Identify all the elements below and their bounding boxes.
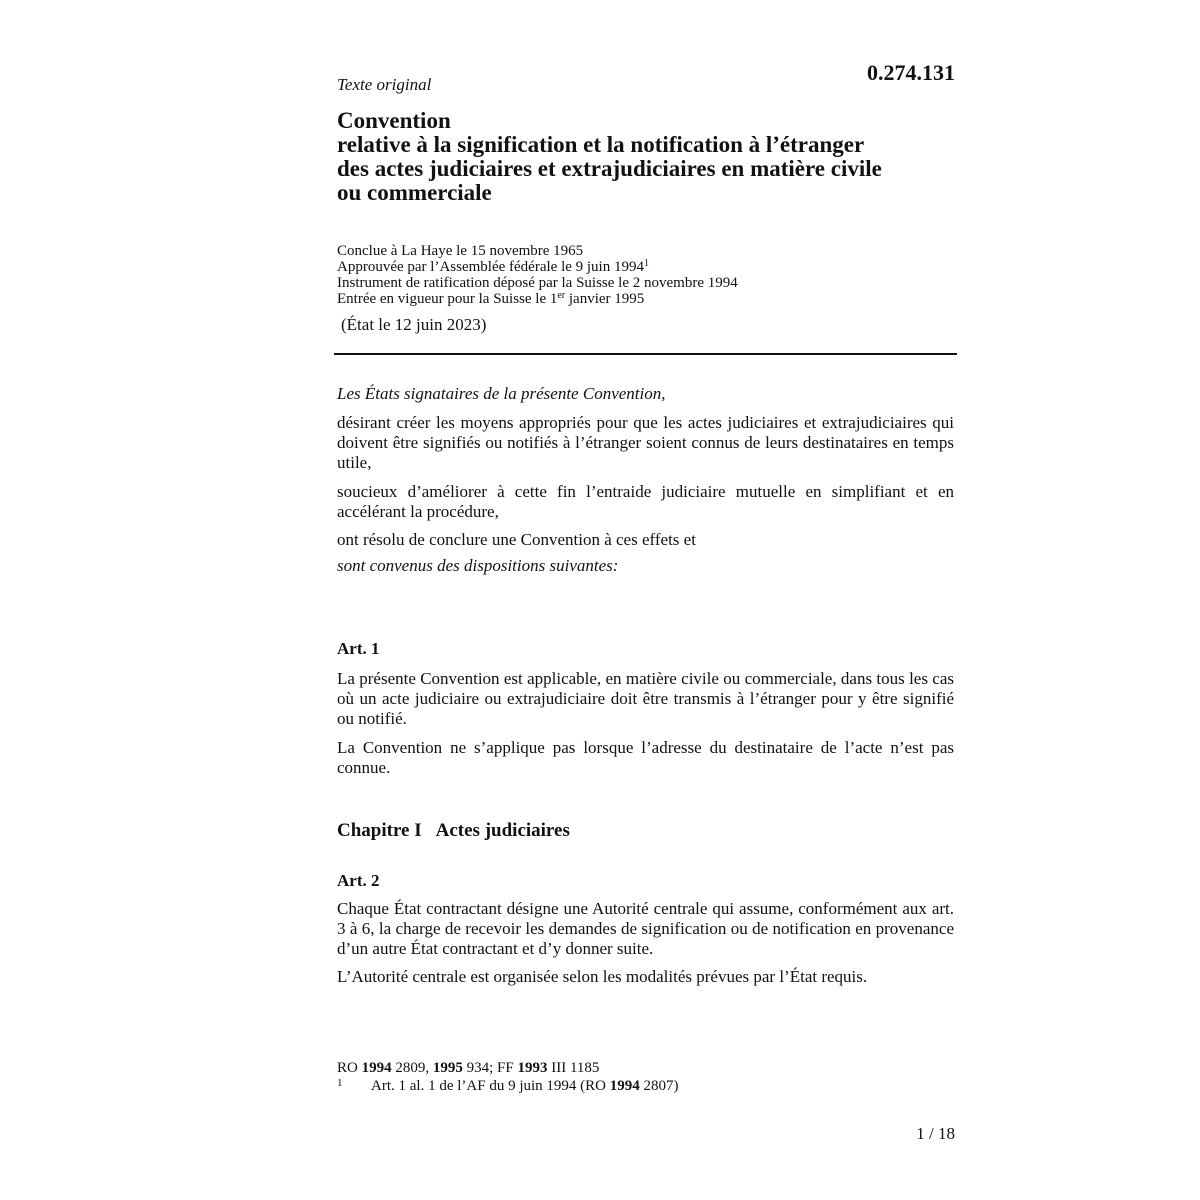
approval-text: Approuvée par l’Assemblée fédérale le 9 juin 1994 bbox=[337, 259, 644, 275]
official-compilation-reference bbox=[337, 1059, 957, 1077]
footnote bbox=[337, 1077, 957, 1095]
ro-year: 1995 bbox=[432, 1060, 463, 1076]
footnotes bbox=[337, 1059, 957, 1095]
footnote-year: 1994 bbox=[609, 1078, 640, 1094]
article-paragraph: Chaque État contractant désigne une Autorité centrale qui assume, conformément aux art. 3 à 6, la charge de recevoir les demandes de signification ou de notification en provenance d’un autre État contractant et d’y donner suite. bbox=[337, 899, 954, 958]
footnote-text-prefix: Art. 1 al. 1 de l’AF du 9 juin 1994 (RO bbox=[371, 1078, 610, 1094]
divider bbox=[334, 353, 957, 355]
article-heading: Art. 2 bbox=[337, 871, 380, 890]
article-paragraph: La présente Convention est applicable, en matière civile ou commerciale, dans tous les cas où un acte judiciaire ou extrajudiciaire doit être transmis à l’étranger pour y être signifié ou notifié. bbox=[337, 669, 954, 728]
ro-page: 934; FF bbox=[462, 1060, 518, 1076]
title-line: ou commerciale bbox=[337, 180, 492, 205]
article-heading: Art. 1 bbox=[337, 639, 380, 658]
ro-page: 2809, bbox=[391, 1060, 433, 1076]
entry-text-suffix: janvier 1995 bbox=[565, 291, 645, 307]
footnote-marker: 1 bbox=[337, 1077, 343, 1089]
preamble-paragraph: ont résolu de conclure une Convention à ces effets et bbox=[337, 530, 696, 549]
document-title bbox=[337, 109, 937, 205]
ff-page: III 1185 bbox=[547, 1060, 600, 1076]
article-paragraph: La Convention ne s’applique pas lorsque l’adresse du destinataire de l’acte n’est pas connue. bbox=[337, 738, 954, 777]
ro-label: RO bbox=[337, 1060, 362, 1076]
preamble-closing: sont convenus des dispositions suivantes: bbox=[337, 556, 619, 575]
title-line: des actes judiciaires et extrajudiciaires en matière civile bbox=[337, 156, 882, 181]
preamble-intro: Les États signataires de la présente Convention, bbox=[337, 384, 666, 403]
entry-into-force bbox=[337, 291, 957, 307]
chapter-number: Chapitre I bbox=[337, 820, 422, 841]
article-paragraph: L’Autorité centrale est organisée selon les modalités prévues par l’État requis. bbox=[337, 967, 868, 986]
footnote-text-suffix: 2807) bbox=[639, 1078, 679, 1094]
state-date: (État le 12 juin 2023) bbox=[341, 315, 487, 334]
chapter-heading bbox=[337, 820, 570, 842]
footnote-text bbox=[371, 1077, 957, 1095]
title-line: relative à la signification et la notification à l’étranger bbox=[337, 132, 865, 157]
approval-date bbox=[337, 259, 957, 275]
ro-year: 1994 bbox=[361, 1060, 392, 1076]
sr-number: 0.274.131 bbox=[867, 60, 955, 85]
treaty-metadata bbox=[337, 243, 957, 307]
title-line: Convention bbox=[337, 108, 451, 133]
footnote-ref[interactable]: 1 bbox=[643, 258, 649, 269]
page-number: 1 / 18 bbox=[916, 1124, 955, 1143]
concluded-date: Conclue à La Haye le 15 novembre 1965 bbox=[337, 243, 584, 259]
ff-year: 1993 bbox=[517, 1060, 548, 1076]
preamble-paragraph: soucieux d’améliorer à cette fin l’entraide judiciaire mutuelle en simplifiant et en accélérant la procédure, bbox=[337, 482, 954, 521]
ratification-date: Instrument de ratification déposé par la Suisse le 2 novembre 1994 bbox=[337, 275, 738, 291]
original-text-label: Texte original bbox=[337, 75, 432, 94]
chapter-title: Actes judiciaires bbox=[435, 820, 570, 841]
preamble-paragraph: désirant créer les moyens appropriés pour que les actes judiciaires et extrajudiciaires qui doivent être signifiés ou notifiés à l’étranger soient connus de leurs destinataires en temps utile, bbox=[337, 413, 954, 472]
entry-text-prefix: Entrée en vigueur pour la Suisse le 1 bbox=[337, 291, 558, 307]
ordinal-suffix: er bbox=[557, 290, 566, 301]
